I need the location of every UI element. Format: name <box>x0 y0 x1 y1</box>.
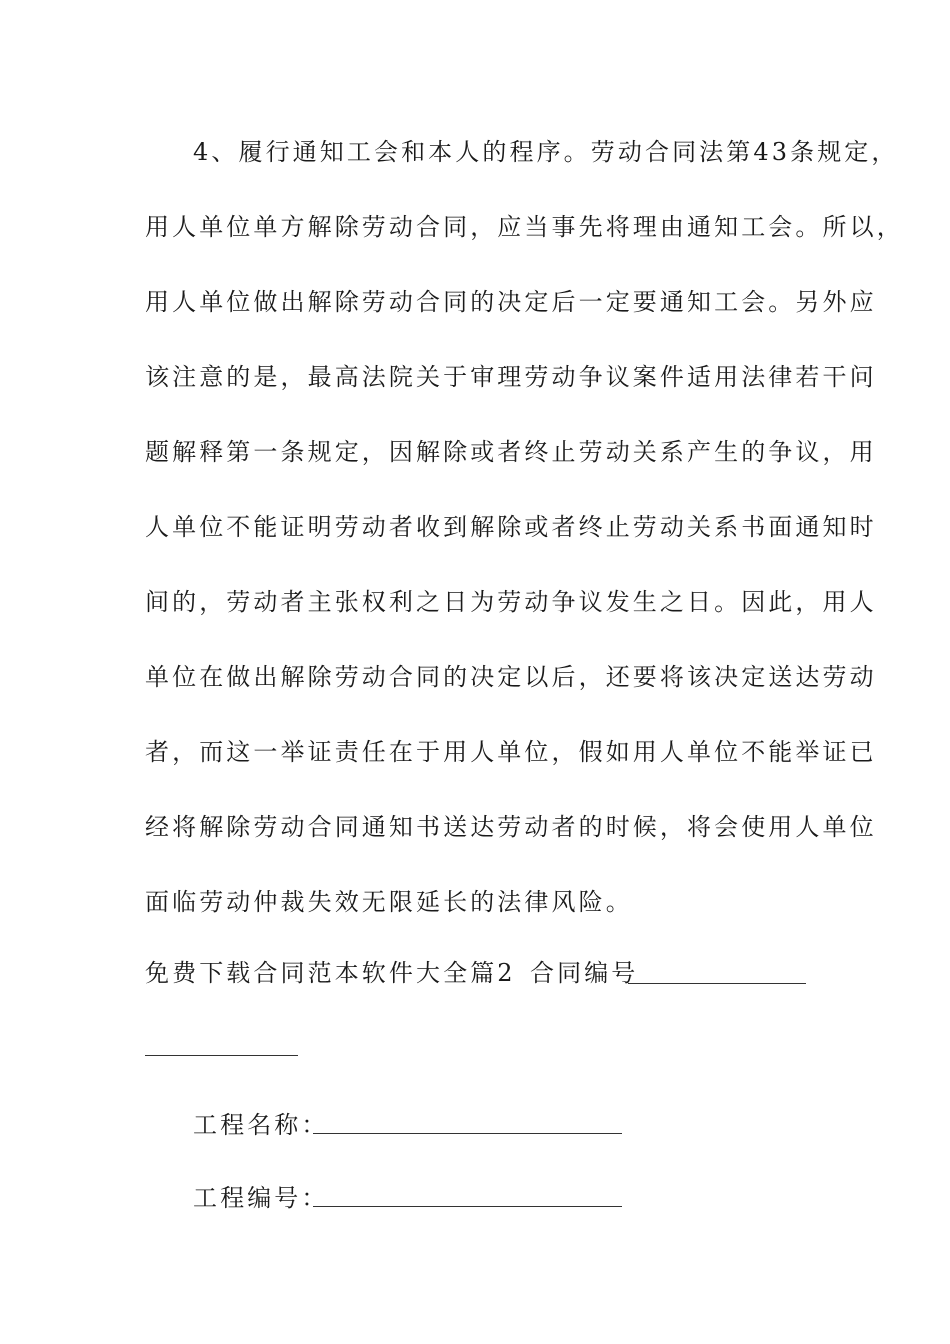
paragraph-line-4: 该注意的是，最高法院关于审理劳动争议案件适用法律若干问 <box>145 363 877 391</box>
paragraph-line-3: 用人单位做出解除劳动合同的决定后一定要通知工会。另外应 <box>145 288 877 316</box>
paragraph-line-11: 面临劳动仲裁失效无限延长的法律风险。 <box>145 888 633 916</box>
paragraph-line-1: 4、履行通知工会和本人的程序。劳动合同法第43条规定， <box>193 138 899 166</box>
paragraph-line-7: 间的，劳动者主张权利之日为劳动争议发生之日。因此，用人 <box>145 588 877 616</box>
project-name-blank <box>313 1133 622 1134</box>
paragraph-line-8: 单位在做出解除劳动合同的决定以后，还要将该决定送达劳动 <box>145 663 877 691</box>
section-heading: 免费下载合同范本软件大全篇2 <box>145 959 516 987</box>
contract-number-label: 合同编号 <box>530 959 639 987</box>
project-name-label: 工程名称： <box>193 1111 329 1139</box>
contract-number-blank-continued <box>145 1055 298 1056</box>
paragraph-line-2: 用人单位单方解除劳动合同，应当事先将理由通知工会。所以， <box>145 213 904 241</box>
project-number-blank <box>313 1206 622 1207</box>
project-number-label: 工程编号： <box>193 1184 329 1212</box>
paragraph-line-9: 者，而这一举证责任在于用人单位，假如用人单位不能举证已 <box>145 738 877 766</box>
paragraph-line-5: 题解释第一条规定，因解除或者终止劳动关系产生的争议，用 <box>145 438 877 466</box>
paragraph-line-6: 人单位不能证明劳动者收到解除或者终止劳动关系书面通知时 <box>145 513 877 541</box>
contract-number-blank <box>628 983 806 984</box>
paragraph-line-10: 经将解除劳动合同通知书送达劳动者的时候，将会使用人单位 <box>145 813 877 841</box>
